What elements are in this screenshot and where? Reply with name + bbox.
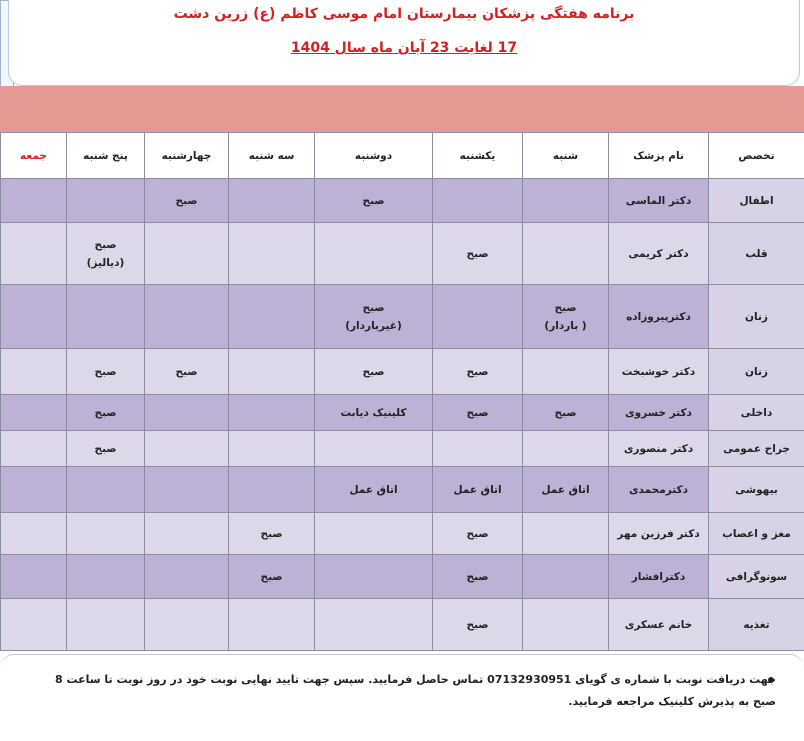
header-band: [0, 86, 804, 132]
table-row: [1, 223, 804, 285]
schedule-entry: صبح: [94, 406, 117, 419]
schedule-cell-thursday: [67, 431, 145, 467]
schedule-cell-monday: [315, 467, 433, 513]
schedule-cell-wednesday: [145, 179, 229, 223]
schedule-cell-sunday: [433, 223, 523, 285]
doctor-name-cell: دکتر خسروی: [609, 395, 709, 431]
schedule-cell-tuesday: [229, 599, 315, 651]
schedule-entry: اتاق عمل: [453, 483, 502, 496]
schedule-cell-tuesday: [229, 395, 315, 431]
schedule-entry: صبح: [466, 527, 489, 540]
schedule-entry: اتاق عمل: [349, 483, 398, 496]
schedule-cell-sunday: [433, 431, 523, 467]
schedule-cell-monday: [315, 349, 433, 395]
schedule-entry: اتاق عمل: [541, 483, 590, 496]
col-header-saturday: شنبه: [523, 133, 609, 179]
schedule-entry: صبح: [466, 618, 489, 631]
schedule-cell-monday: [315, 555, 433, 599]
schedule-cell-monday: [315, 395, 433, 431]
table-row: [1, 467, 804, 513]
schedule-cell-wednesday: [145, 395, 229, 431]
specialty-cell: اطفال: [709, 179, 804, 223]
schedule-cell-thursday: [67, 513, 145, 555]
table-row: [1, 513, 804, 555]
specialty-cell: مغز و اعصاب: [709, 513, 804, 555]
col-header-friday: جمعه: [1, 133, 67, 179]
table-header-row: [1, 133, 804, 179]
schedule-cell-wednesday: [145, 285, 229, 349]
schedule-cell-thursday: [67, 395, 145, 431]
schedule-cell-monday: [315, 513, 433, 555]
schedule-cell-friday: [1, 349, 67, 395]
header-panel: [8, 0, 800, 86]
schedule-entry: صبح: [260, 527, 283, 540]
schedule-cell-wednesday: [145, 513, 229, 555]
col-header-monday: دوشنبه: [315, 133, 433, 179]
schedule-cell-friday: [1, 467, 67, 513]
schedule-cell-sunday: [433, 467, 523, 513]
schedule-cell-monday: [315, 285, 433, 349]
schedule-cell-saturday: [523, 555, 609, 599]
schedule-cell-saturday: [523, 513, 609, 555]
schedule-cell-thursday: [67, 349, 145, 395]
notice-line-1: جهت دریافت نوبت با شماره ی گویای 07132930951 تماس حاصل فرمایید. سپس جهت تایید نهایی نوبت خود در روز نوبت تا ساعت 8: [54, 673, 776, 686]
schedule-entry: صبح: [362, 194, 385, 207]
schedule-cell-sunday: [433, 599, 523, 651]
schedule-cell-saturday: [523, 223, 609, 285]
schedule-cell-monday: [315, 431, 433, 467]
specialty-cell: تغذیه: [709, 599, 804, 651]
schedule-cell-saturday: [523, 349, 609, 395]
schedule-cell-tuesday: [229, 349, 315, 395]
schedule-cell-saturday: [523, 431, 609, 467]
schedule-cell-sunday: [433, 395, 523, 431]
schedule-cell-wednesday: [145, 431, 229, 467]
schedule-cell-monday: [315, 179, 433, 223]
col-header-thursday: پنج شنبه: [67, 133, 145, 179]
specialty-cell: بیهوشی: [709, 467, 804, 513]
col-header-wednesday: چهارشنبه: [145, 133, 229, 179]
schedule-cell-friday: [1, 395, 67, 431]
col-header-specialty: تخصص: [709, 133, 804, 179]
schedule-entry: صبح: [466, 365, 489, 378]
schedule-table: [0, 132, 804, 651]
schedule-cell-wednesday: [145, 223, 229, 285]
table-row: [1, 179, 804, 223]
schedule-cell-wednesday: [145, 555, 229, 599]
schedule-cell-friday: [1, 599, 67, 651]
schedule-cell-thursday: [67, 467, 145, 513]
schedule-cell-friday: [1, 431, 67, 467]
schedule-cell-thursday: [67, 285, 145, 349]
schedule-entry: ( باردار): [544, 319, 587, 332]
schedule-entry: صبح: [466, 570, 489, 583]
schedule-cell-thursday: [67, 179, 145, 223]
specialty-cell: زنان: [709, 349, 804, 395]
specialty-cell: داخلی: [709, 395, 804, 431]
specialty-cell: سونوگرافی: [709, 555, 804, 599]
doctor-name-cell: دکترافشار: [609, 555, 709, 599]
schedule-entry: صبح: [362, 301, 385, 314]
schedule-cell-wednesday: [145, 599, 229, 651]
doctor-name-cell: دکتر فرزین مهر: [609, 513, 709, 555]
doctor-name-cell: دکترپیروزاده: [609, 285, 709, 349]
schedule-cell-saturday: [523, 599, 609, 651]
schedule-cell-sunday: [433, 555, 523, 599]
schedule-cell-sunday: [433, 285, 523, 349]
schedule-cell-friday: [1, 285, 67, 349]
table-row: [1, 349, 804, 395]
schedule-cell-friday: [1, 513, 67, 555]
col-header-doctor: نام پزشک: [609, 133, 709, 179]
schedule-cell-tuesday: [229, 285, 315, 349]
schedule-cell-tuesday: [229, 431, 315, 467]
schedule-cell-wednesday: [145, 467, 229, 513]
schedule-cell-monday: [315, 599, 433, 651]
schedule-body: [1, 179, 804, 651]
schedule-cell-saturday: [523, 395, 609, 431]
schedule-cell-sunday: [433, 179, 523, 223]
schedule-cell-thursday: [67, 555, 145, 599]
schedule-entry: صبح: [175, 194, 198, 207]
schedule-entry: صبح: [94, 365, 117, 378]
notice-panel: [0, 654, 804, 741]
schedule-entry: کلینیک دیابت: [340, 406, 407, 419]
schedule-entry: صبح: [94, 238, 117, 251]
schedule-entry: صبح: [362, 365, 385, 378]
schedule-entry: صبح: [554, 301, 577, 314]
table-row: [1, 285, 804, 349]
appointment-notice: [16, 669, 776, 713]
schedule-cell-sunday: [433, 513, 523, 555]
schedule-title: برنامه هفتگی پزشکان بیمارستان امام موسی کاظم (ع) زرین دشت: [173, 6, 635, 22]
specialty-cell: جراح عمومی: [709, 431, 804, 467]
schedule-cell-thursday: [67, 599, 145, 651]
doctor-name-cell: دکتر الماسی: [609, 179, 709, 223]
schedule-cell-tuesday: [229, 513, 315, 555]
schedule-table-wrapper: [0, 132, 804, 654]
schedule-entry: صبح: [94, 442, 117, 455]
doctor-name-cell: دکتر کریمی: [609, 223, 709, 285]
specialty-cell: زنان: [709, 285, 804, 349]
schedule-entry: (غیرباردار): [345, 319, 402, 332]
table-row: [1, 395, 804, 431]
table-row: [1, 431, 804, 467]
schedule-cell-friday: [1, 223, 67, 285]
schedule-cell-thursday: [67, 223, 145, 285]
schedule-entry: (دیالیز): [86, 256, 125, 269]
schedule-cell-tuesday: [229, 467, 315, 513]
schedule-cell-saturday: [523, 285, 609, 349]
schedule-cell-tuesday: [229, 179, 315, 223]
col-header-sunday: یکشنبه: [433, 133, 523, 179]
doctor-name-cell: دکتر خوشبخت: [609, 349, 709, 395]
col-header-tuesday: سه شنبه: [229, 133, 315, 179]
schedule-cell-friday: [1, 555, 67, 599]
schedule-cell-friday: [1, 179, 67, 223]
doctor-name-cell: خانم عسکری: [609, 599, 709, 651]
schedule-cell-sunday: [433, 349, 523, 395]
table-row: [1, 555, 804, 599]
schedule-cell-tuesday: [229, 223, 315, 285]
schedule-entry: صبح: [175, 365, 198, 378]
schedule-cell-tuesday: [229, 555, 315, 599]
doctor-name-cell: دکترمحمدی: [609, 467, 709, 513]
schedule-entry: صبح: [466, 406, 489, 419]
schedule-cell-monday: [315, 223, 433, 285]
schedule-entry: صبح: [554, 406, 577, 419]
schedule-entry: صبح: [260, 570, 283, 583]
doctor-name-cell: دکتر منصوری: [609, 431, 709, 467]
schedule-date-range: 17 لغایت 23 آبان ماه سال 1404: [290, 40, 518, 56]
schedule-cell-saturday: [523, 467, 609, 513]
table-row: [1, 599, 804, 651]
specialty-cell: قلب: [709, 223, 804, 285]
notice-line-2: صبح به پذیرش کلینیک مراجعه فرمایید.: [568, 695, 776, 708]
schedule-entry: صبح: [466, 247, 489, 260]
schedule-cell-saturday: [523, 179, 609, 223]
schedule-cell-wednesday: [145, 349, 229, 395]
